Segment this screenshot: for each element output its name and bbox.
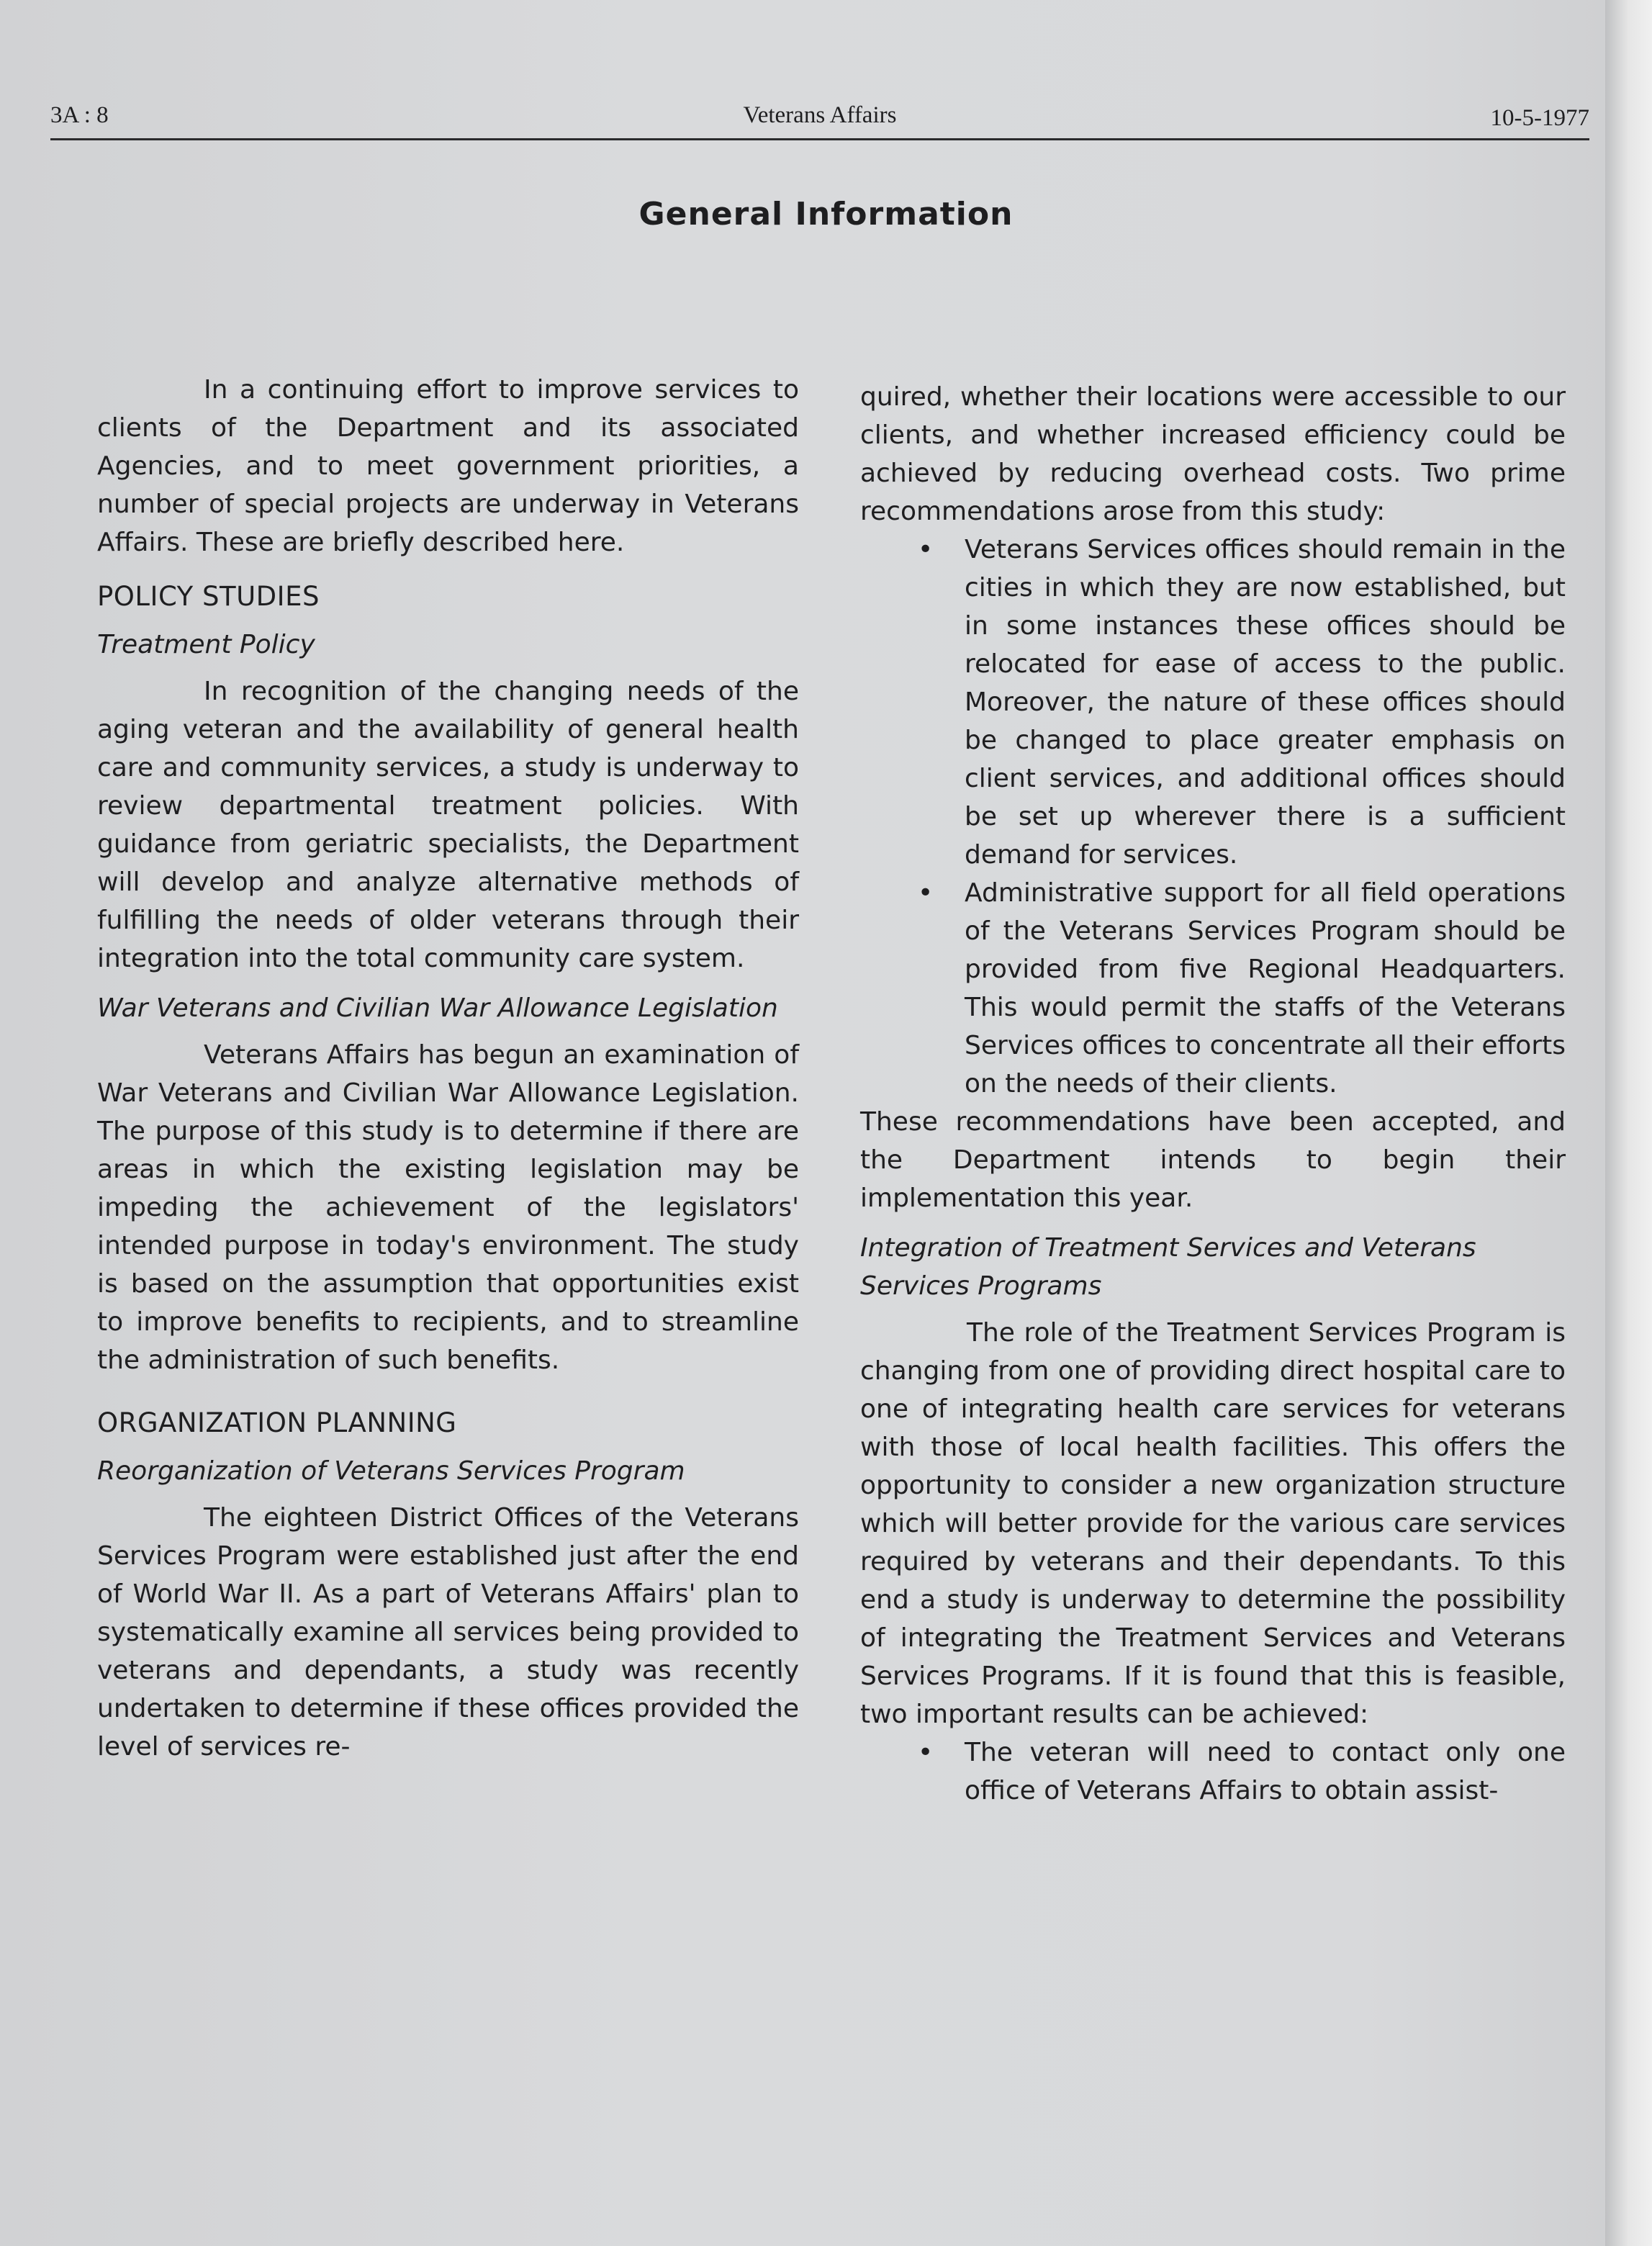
list-item: [860, 874, 1566, 1103]
running-header: [50, 102, 1589, 137]
header-date: 10-5-1977: [1490, 105, 1589, 131]
result-text: The veteran will need to contact only one office of Veterans Affairs to obtain assist-: [965, 1738, 1566, 1805]
bullet-icon: •: [918, 1738, 934, 1767]
reorganization-paragraph: The eighteen District Offices of the Veterans Services Program were established just after the end of World War II. As a part of Veterans Affairs' plan to systematically examine all services being provided to veterans and dependants, a study was recently undertaken to determine if these offices provided the level of services re-: [97, 1503, 799, 1762]
war-veterans-subhead: War Veterans and Civilian War Allowance Legislation: [97, 993, 778, 1023]
list-item: [860, 1733, 1566, 1810]
binding-edge: [1605, 0, 1652, 2246]
recommendation-text: Veterans Services offices should remain in the cities in which they are now established, but in some instances these offices should be relocated for ease of access to the public. Moreover, the nature of these offices should be changed to place greater emphasis on client services, and additional offices should be set up wherever there is a sufficient demand for services.: [965, 535, 1566, 870]
header-title: Veterans Affairs: [743, 102, 897, 128]
reorganization-subhead: Reorganization of Veterans Services Program: [97, 1456, 685, 1486]
conclusion-paragraph: These recommendations have been accepted, and the Department intends to begin their implementation this year.: [860, 1107, 1566, 1213]
left-column: [97, 371, 799, 1766]
page-number: 3A : 8: [50, 102, 109, 128]
section-title: General Information: [638, 196, 1014, 233]
integration-subhead: Integration of Treatment Services and Veterans Services Programs: [860, 1233, 1476, 1301]
war-veterans-paragraph: Veterans Affairs has begun an examination of War Veterans and Civilian War Allowance Legislation. The purpose of this study is to determine if there are areas in which the existing legislation may be impeding the achievement of the legislators' intended purpose in today's environment. The study is based on the assumption that opportunities exist to improve benefits to recipients, and to streamline the administration of such benefits.: [97, 1040, 799, 1375]
policy-studies-heading: POLICY STUDIES: [97, 581, 320, 612]
integration-paragraph: The role of the Treatment Services Program is changing from one of providing direct hospital care to one of integrating health care services for veterans with those of local health facilities. This offers the opportunity to consider a new organization structure which will better provide for the various care services required by veterans and their dependants. To this end a study is underway to determine the possibility of integrating the Treatment Services and Veterans Services Programs. If it is found that this is feasible, two important results can be achieved:: [860, 1318, 1566, 1729]
results-list: [860, 1733, 1566, 1810]
intro-paragraph: In a continuing effort to improve services to clients of the Department and its associated Agencies, and to meet government priorities, a number of special projects are underway in Veterans Affairs. These are briefly described here.: [97, 375, 799, 557]
recommendations-list: [860, 531, 1566, 1103]
organization-planning-heading: ORGANIZATION PLANNING: [97, 1407, 457, 1438]
continuation-paragraph: quired, whether their locations were accessible to our clients, and whether increased efficiency could be achieved by reducing overhead costs. Two prime recommendations arose from this study:: [860, 382, 1566, 526]
treatment-policy-paragraph: In recognition of the changing needs of the aging veteran and the availability of general health care and community services, a study is underway to review departmental treatment policies. With guidance from geriatric specialists, the Department will develop and analyze alternative methods of fulfilling the needs of older veterans through their integration into the total community care system.: [97, 677, 799, 973]
bullet-icon: •: [918, 535, 934, 564]
treatment-policy-subhead: Treatment Policy: [97, 630, 315, 659]
header-rule: [50, 138, 1589, 140]
right-column: [860, 378, 1566, 1810]
list-item: [860, 531, 1566, 874]
recommendation-text: Administrative support for all field operations of the Veterans Services Program should be provided from five Regional Headquarters. This would permit the staffs of the Veterans Services offices to concentrate all their efforts on the needs of their clients.: [965, 878, 1566, 1099]
bullet-icon: •: [918, 878, 934, 908]
